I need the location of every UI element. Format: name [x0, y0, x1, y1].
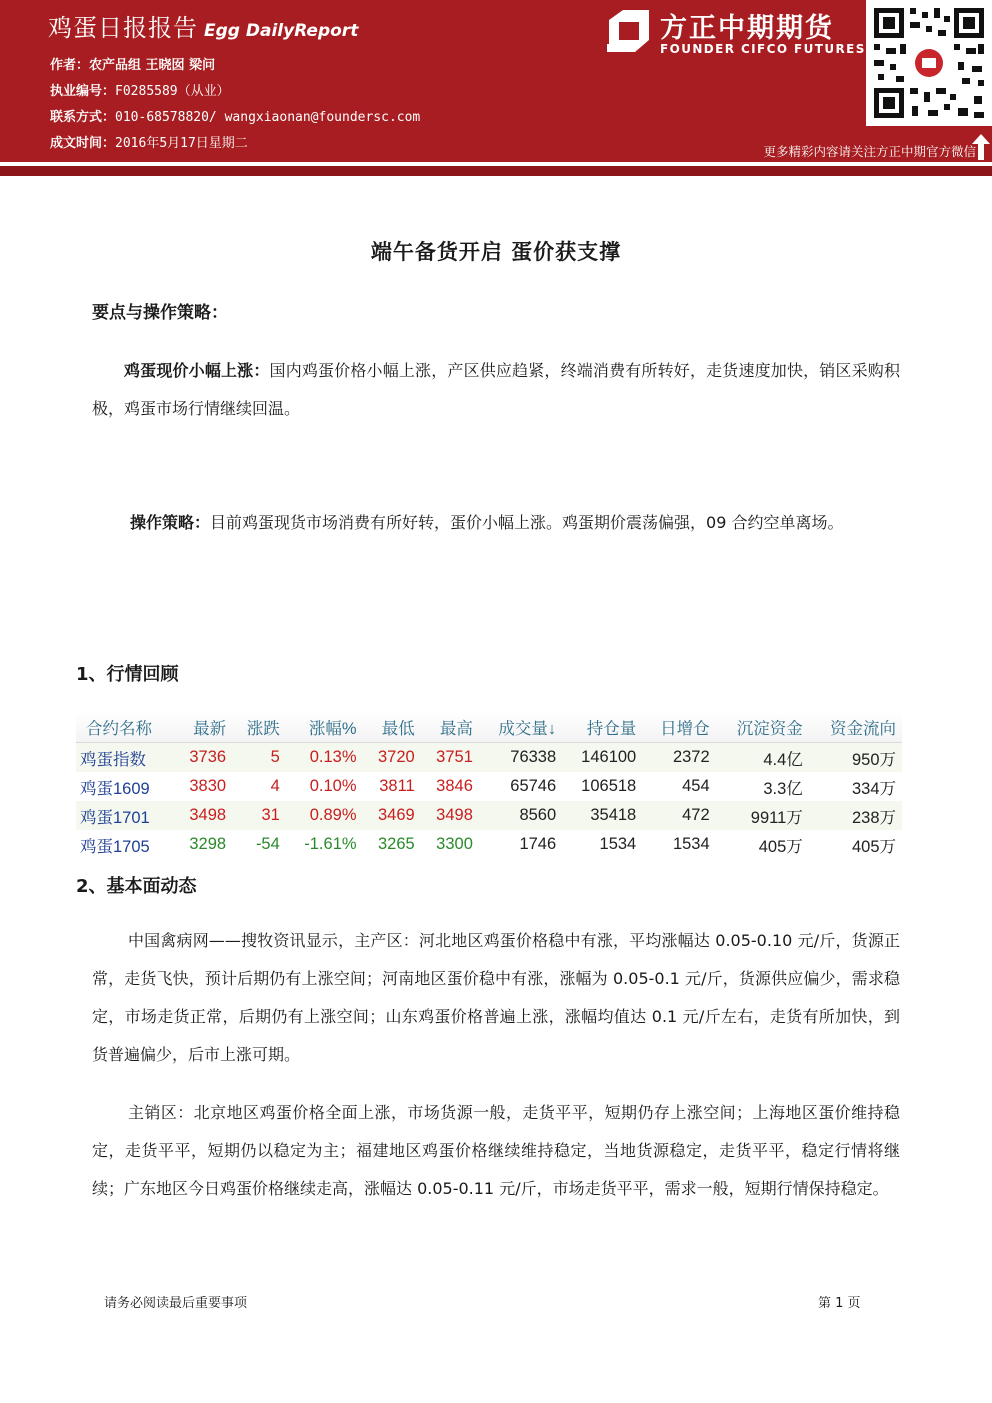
- date-value: 2016年5月17日星期二: [115, 136, 248, 151]
- change-pct: -1.61%: [304, 835, 357, 853]
- consuming-area-paragraph: 主销区：北京地区鸡蛋价格全面上涨，市场货源一般，走货平平，短期仍存上涨空间；上海地区蛋价维持稳定，走货平平，短期仍以稳定为主；福建地区鸡蛋价格继续维持稳定，当地货源稳定，走货平平，稳定行情将继续；广东地区今日鸡蛋价格继续走高，涨幅达 0.05-0.11 元/斤，市场走货平平，需求一般，短期行情保持稳定。: [92, 1103, 900, 1198]
- founder-logo-icon: [605, 8, 651, 54]
- report-title-en: Egg DailyReport: [204, 21, 359, 41]
- wechat-qr-code-icon: [866, 0, 992, 126]
- table-row[interactable]: [76, 743, 902, 773]
- author-line: [50, 54, 215, 73]
- low-price: 3811: [379, 777, 415, 795]
- page-number: 第 1 页: [818, 1296, 861, 1311]
- contact-label: 联系方式：: [50, 110, 116, 125]
- section-market-review: 1、行情回顾: [76, 664, 179, 685]
- low-price: 3469: [363, 801, 421, 830]
- capital-flow: 950万: [809, 743, 902, 773]
- contract-name: 鸡蛋1701: [76, 801, 174, 830]
- column-header[interactable]: 涨跌: [232, 712, 286, 743]
- contract-name: 鸡蛋1705: [80, 837, 150, 856]
- contract-name: 鸡蛋指数: [76, 743, 174, 773]
- author-value: 农产品组 王晓囡 梁问: [89, 58, 216, 73]
- change-pct: 0.13%: [286, 743, 363, 773]
- volume: 1746: [519, 835, 557, 853]
- daily-oi-change: 472: [642, 801, 715, 830]
- latest-price: 3298: [189, 835, 227, 853]
- open-interest: 106518: [581, 777, 637, 795]
- header-band: [0, 166, 992, 176]
- table-row[interactable]: [76, 801, 902, 830]
- strategy-paragraph: [92, 504, 900, 542]
- logo-text-cn: 方正中期期货: [660, 13, 834, 44]
- table-header-row: [76, 712, 902, 743]
- low-price: 3720: [363, 743, 421, 773]
- spot-price-label: 鸡蛋现价小幅上涨：: [124, 361, 270, 380]
- change: 31: [232, 801, 286, 830]
- latest-price: 3736: [174, 743, 232, 773]
- contact-value: 010-68578820/ wangxiaonan@foundersc.com: [115, 110, 421, 125]
- arrow-up-icon: [972, 134, 990, 160]
- capital-flow: 334万: [851, 779, 896, 798]
- author-label: 作者：: [50, 58, 90, 73]
- latest-price: 3498: [174, 801, 232, 830]
- daily-oi-change: 454: [682, 777, 710, 795]
- daily-oi-change: 1534: [672, 835, 710, 853]
- section-fundamentals: 2、基本面动态: [76, 876, 197, 897]
- document-title: 端午备货开启 蛋价获支撑: [370, 240, 622, 264]
- change-pct: 0.10%: [309, 777, 357, 795]
- settled-capital: 405万: [758, 837, 803, 856]
- column-header[interactable]: 日增仓: [642, 712, 715, 743]
- spot-price-paragraph: [92, 352, 900, 428]
- high-price: 3498: [421, 801, 479, 830]
- column-header[interactable]: 成交量↓: [479, 712, 562, 743]
- high-price: 3846: [436, 777, 473, 795]
- daily-oi-change: 2372: [642, 743, 715, 773]
- volume: 65746: [510, 777, 557, 795]
- wechat-follow-note: 更多精彩内容请关注方正中期官方微信: [763, 144, 976, 159]
- column-header[interactable]: 合约名称: [76, 712, 174, 743]
- change: 5: [232, 743, 286, 773]
- column-header[interactable]: 沉淀资金: [716, 712, 809, 743]
- futures-quote-table: [76, 712, 902, 859]
- footer-notice: 请务必阅读最后重要事项: [104, 1296, 248, 1311]
- open-interest: 35418: [562, 801, 642, 830]
- high-price: 3751: [421, 743, 479, 773]
- strategy-text: 目前鸡蛋现货市场消费有所好转，蛋价小幅上涨。鸡蛋期价震荡偏强，09 合约空单离场。: [210, 513, 844, 532]
- volume: 76338: [479, 743, 562, 773]
- logo-text-en: FOUNDER CIFCO FUTURES: [660, 42, 866, 56]
- open-interest: 1534: [599, 835, 637, 853]
- table-row[interactable]: [76, 772, 902, 801]
- change: 4: [270, 777, 280, 795]
- high-price: 3300: [436, 835, 473, 853]
- low-price: 3265: [378, 835, 415, 853]
- table-row[interactable]: [76, 830, 902, 859]
- column-header[interactable]: 最低: [363, 712, 421, 743]
- key-points-heading: 要点与操作策略：: [92, 303, 228, 323]
- capital-flow: 405万: [851, 837, 896, 856]
- change: -54: [255, 835, 280, 853]
- column-header[interactable]: 最高: [421, 712, 479, 743]
- settled-capital: 4.4亿: [716, 743, 809, 773]
- spot-price-text: 国内鸡蛋价格小幅上涨，产区供应趋紧，终端消费有所转好，走货速度加快，销区采购积极，鸡蛋市场行情继续回温。: [92, 361, 900, 418]
- column-header[interactable]: 资金流向: [809, 712, 902, 743]
- column-header[interactable]: 涨幅%: [286, 712, 363, 743]
- capital-flow: 238万: [809, 801, 902, 830]
- license-label: 执业编号：: [50, 84, 116, 99]
- column-header[interactable]: 最新: [174, 712, 232, 743]
- producing-area-paragraph: 中国禽病网——搜牧资讯显示，主产区：河北地区鸡蛋价格稳中有涨，平均涨幅达 0.05-0.10 元/斤，货源正常，走货飞快，预计后期仍有上涨空间；河南地区蛋价稳中有涨，涨幅为 0.05-0.1 元/斤，货源供应偏少，需求稳定，市场走货正常，后期仍有上涨空间；山东鸡蛋价格普遍上涨，涨幅均值达 0.1 元/斤左右，走货有所加快，到货普遍偏少，后市上涨可期。: [92, 931, 900, 1064]
- date-label: 成文时间：: [50, 136, 116, 151]
- column-header[interactable]: 持仓量: [562, 712, 642, 743]
- report-title: [48, 8, 358, 43]
- settled-capital: 3.3亿: [763, 779, 803, 798]
- license-value: F0285589（从业）: [115, 84, 230, 99]
- strategy-label: 操作策略：: [130, 513, 211, 532]
- change-pct: 0.89%: [286, 801, 363, 830]
- volume: 8560: [479, 801, 562, 830]
- license-line: [50, 80, 230, 99]
- date-line: [50, 132, 248, 151]
- latest-price: 3830: [189, 777, 227, 795]
- contract-name: 鸡蛋1609: [80, 779, 150, 798]
- report-title-cn: 鸡蛋日报报告: [48, 14, 198, 42]
- settled-capital: 9911万: [716, 801, 809, 830]
- contact-line: [50, 106, 420, 125]
- open-interest: 146100: [562, 743, 642, 773]
